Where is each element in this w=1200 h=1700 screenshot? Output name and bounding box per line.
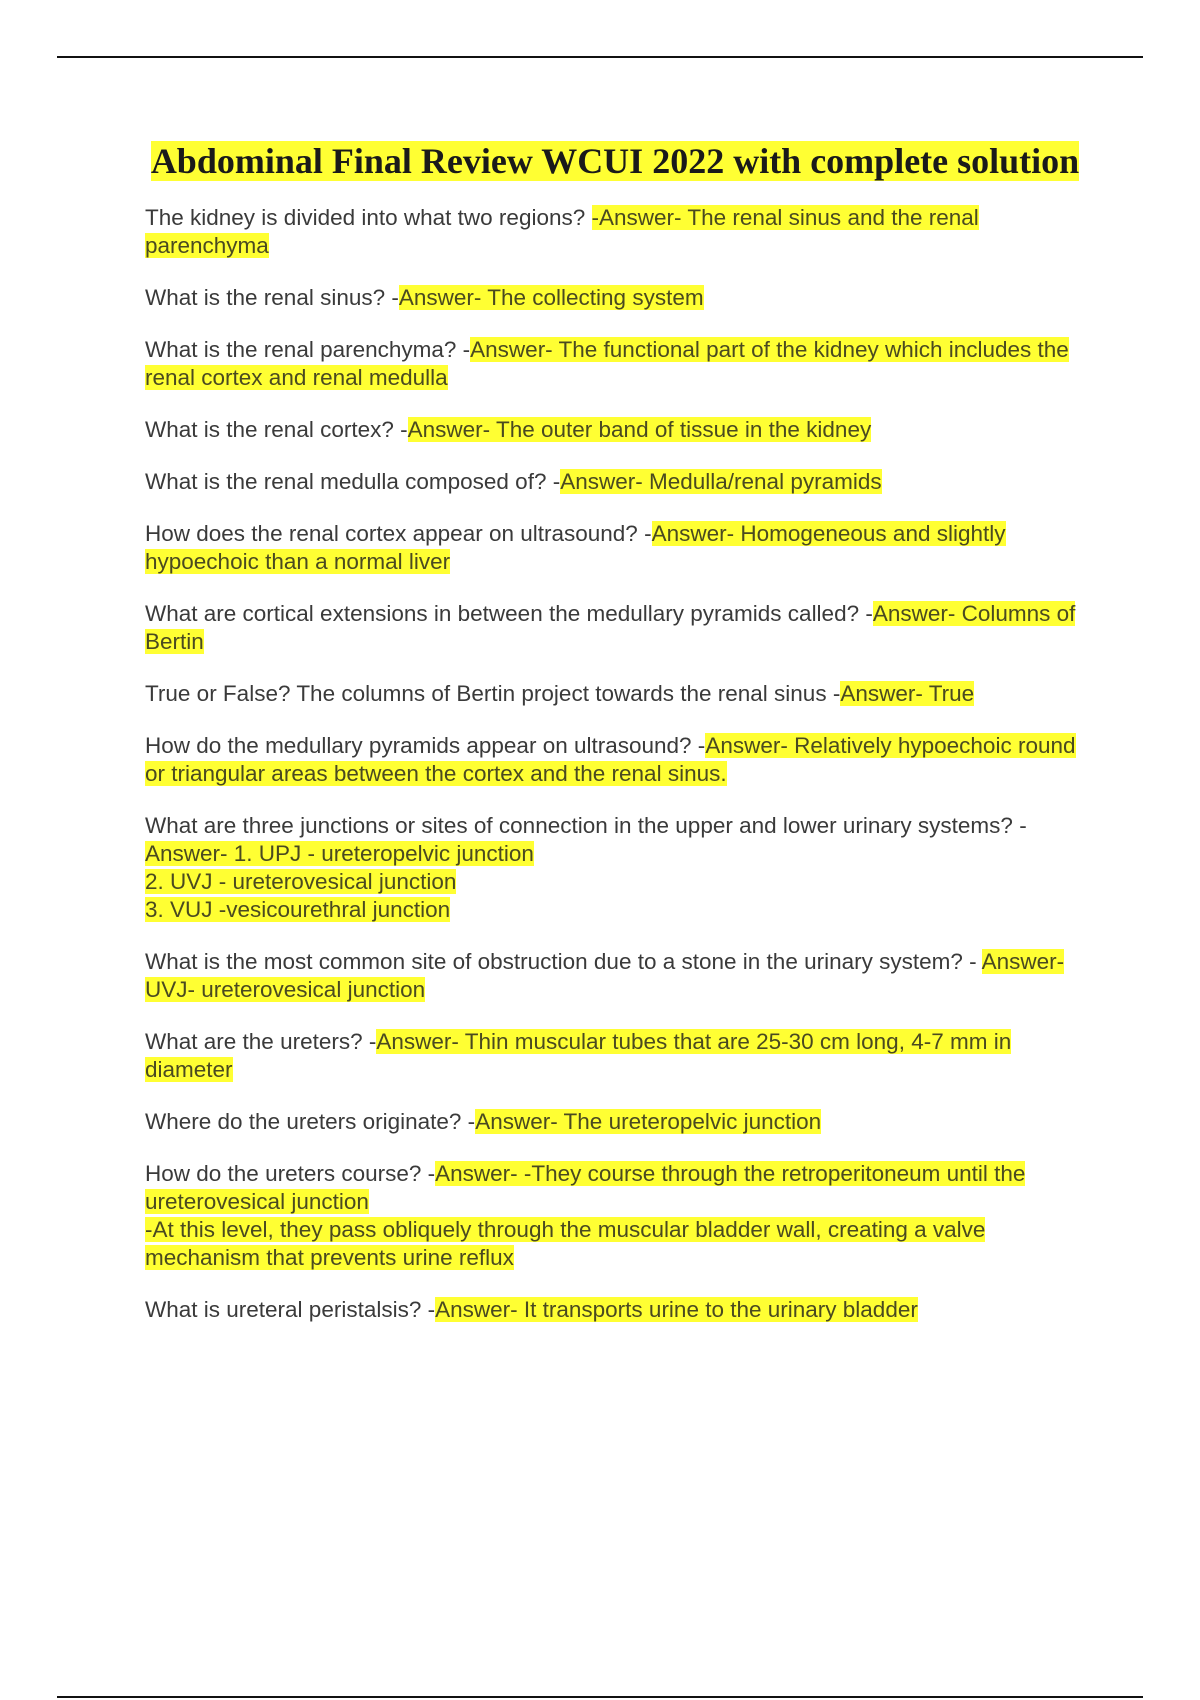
question-text: How does the renal cortex appear on ultrasound? - [145,521,652,546]
answer-text: Answer- The ureteropelvic junction [475,1109,822,1134]
answer-text: Answer- 1. UPJ - ureteropelvic junction 2. UVJ - ureterovesical junction 3. VUJ -vesicourethral junction [145,841,534,922]
answer-text: Answer- Medulla/renal pyramids [560,469,882,494]
answer-text: Answer- Columns of Bertin [145,601,1076,654]
qa-item [145,1296,1085,1324]
title-text: Abdominal Final Review WCUI 2022 with complete solution [150,141,1080,181]
question-text: The kidney is divided into what two regions? [145,205,592,230]
qa-item [145,1028,1085,1084]
qa-item [145,520,1085,576]
question-text: What are the ureters? - [145,1029,377,1054]
question-text: What is the renal cortex? - [145,417,408,442]
question-text: What is the renal parenchyma? - [145,337,471,362]
question-text: What are three junctions or sites of connection in the upper and lower urinary systems? - [145,813,1027,838]
qa-item [145,1160,1085,1272]
document-title [145,140,1085,182]
question-text: What is the most common site of obstruction due to a stone in the urinary system? - [145,949,982,974]
question-text: What is ureteral peristalsis? - [145,1297,436,1322]
question-text: How do the ureters course? - [145,1161,436,1186]
qa-item [145,416,1085,444]
qa-item [145,812,1085,924]
answer-text: Answer- Thin muscular tubes that are 25-30 cm long, 4-7 mm in diameter [145,1029,1012,1082]
answer-text: Answer- True [840,681,975,706]
question-text: What are cortical extensions in between the medullary pyramids called? - [145,601,873,626]
answer-text: Answer- It transports urine to the urinary bladder [435,1297,918,1322]
answer-text: Answer- -They course through the retroperitoneum until the ureterovesical junction -At this level, they pass obliquely through the muscular bladder wall, creating a valve mechanism that prevents urine reflux [145,1161,1026,1270]
answer-text: Answer- The outer band of tissue in the kidney [407,417,872,442]
qa-item [145,204,1085,260]
qa-item [145,600,1085,656]
question-text: What is the renal sinus? - [145,285,399,310]
answer-text: Answer- The collecting system [398,285,704,310]
document-body [145,140,1085,1348]
answer-text: Answer- UVJ- ureterovesical junction [145,949,1065,1002]
qa-item [145,468,1085,496]
answer-text: -Answer- The renal sinus and the renal parenchyma [145,205,979,258]
qa-item [145,284,1085,312]
qa-item [145,732,1085,788]
answer-text: Answer- The functional part of the kidney which includes the renal cortex and renal medulla [145,337,1069,390]
question-text: What is the renal medulla composed of? - [145,469,561,494]
qa-item [145,1108,1085,1136]
qa-item [145,680,1085,708]
qa-item [145,336,1085,392]
question-text: True or False? The columns of Bertin project towards the renal sinus - [145,681,841,706]
bottom-rule [57,1696,1143,1698]
answer-text: Answer- Homogeneous and slightly hypoechoic than a normal liver [145,521,1006,574]
question-text: How do the medullary pyramids appear on ultrasound? - [145,733,706,758]
question-text: Where do the ureters originate? - [145,1109,476,1134]
top-rule [57,56,1143,58]
qa-item [145,948,1085,1004]
answer-text: Answer- Relatively hypoechoic round or triangular areas between the cortex and the renal sinus. [145,733,1076,786]
